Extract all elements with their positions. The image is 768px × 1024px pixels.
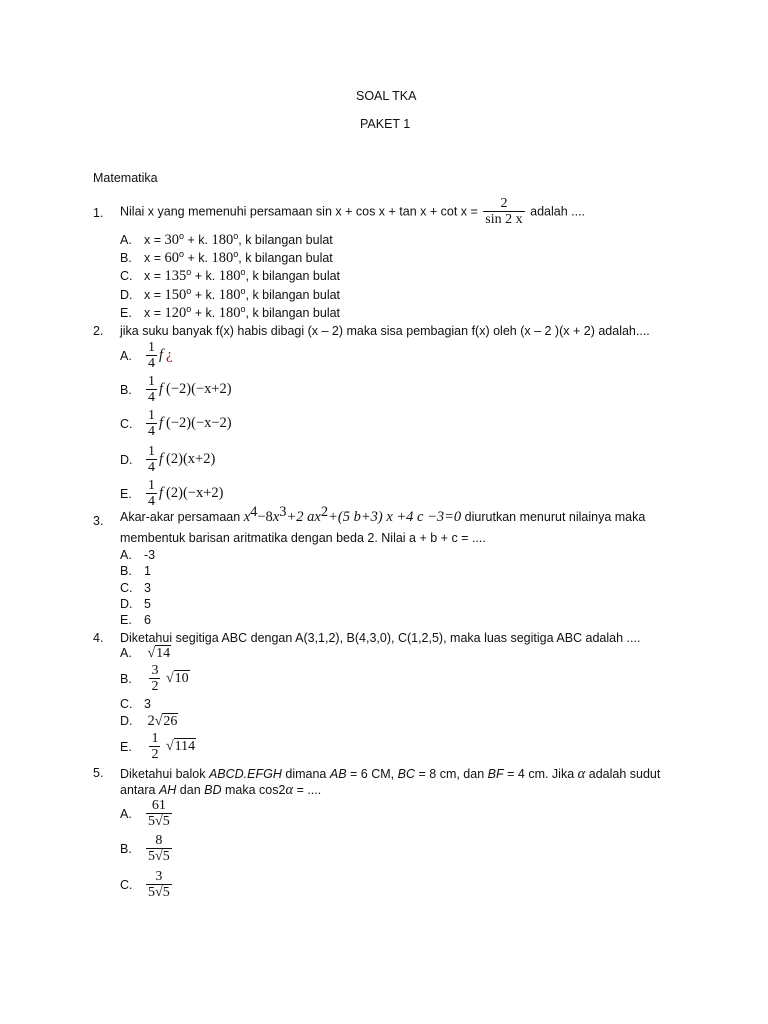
q2-option-d: D. $\frac{1}{4}$ f (2)(x+2): [120, 444, 216, 475]
question-2-text: jika suku banyak f(x) habis dibagi (x – 2) maka sisa pembagian f(x) oleh (x – 2 )(x + 2) adalah....: [120, 324, 650, 338]
q5-option-b: B. $\frac{8}{5√5}$: [120, 833, 170, 864]
question-2-number: 2.: [93, 324, 104, 338]
question-3-text: Akar-akar persamaan $x^4-8x^3+2$ $ax^2+(5$ b+3) x +4 c −3=0 diurutkan menurut nilainya maka: [120, 503, 646, 525]
q5-option-c: C. $\frac{3}{5√5}$: [120, 869, 170, 900]
question-4-text: Diketahui segitiga ABC dengan A(3,1,2), B(4,3,0), C(1,2,5), maka luas segitiga ABC adalah ....: [120, 631, 641, 645]
q2-option-b: B. $\frac{1}{4}$ f (−2)(−x+2): [120, 374, 232, 405]
q2-option-c: C. $\frac{1}{4}$ f (−2)(−x−2): [120, 408, 232, 439]
q1-option-d: D. x = 150$^o$ + k. 180$^o$, k bilangan bulat: [120, 285, 341, 303]
q5-option-a: A. $\frac{61}{5√5}$: [120, 798, 170, 829]
question-4-number: 4.: [93, 631, 104, 645]
section-title: Matematika: [93, 171, 158, 185]
q2-option-a: A. $\frac{1}{4}$ f ¿: [120, 340, 173, 371]
q1-option-e: E. x = 120$^o$ + k. 180$^o$, k bilangan bulat: [120, 303, 341, 321]
q3-option-b: B. 1: [120, 564, 151, 578]
question-3-text-line2: membentuk barisan aritmatika dengan beda 2. Nilai a + b + c = ....: [120, 531, 486, 545]
q2-option-e: E. $\frac{1}{4}$ f (2)(−x+2): [120, 478, 224, 509]
q1-option-a: A. x = 30$^o$ + k. 180$^o$, k bilangan bulat: [120, 230, 333, 248]
q4-option-e: E. $\frac{1}{2}$ √114: [120, 731, 196, 762]
question-5-text: Diketahui balok ABCD.EFGH dimana AB = 6 CM, BC = 8 cm, dan BF = 4 cm. Jika α adalah sudut: [120, 766, 661, 782]
question-5-number: 5.: [93, 766, 104, 780]
question-5-text-line2: antara AH dan BD maka cos2α = ....: [120, 782, 322, 798]
q1-option-c: C. x = 135$^o$ + k. 180$^o$, k bilangan bulat: [120, 266, 341, 284]
question-3-number: 3.: [93, 514, 104, 528]
question-1-number: 1.: [93, 206, 104, 220]
q3-option-e: E. 6: [120, 613, 151, 627]
q3-option-c: C. 3: [120, 581, 151, 595]
q4-option-c: C. 3: [120, 697, 151, 711]
doc-title: SOAL TKA: [356, 89, 417, 103]
q4-option-d: D. 2√26: [120, 713, 178, 729]
doc-subtitle: PAKET 1: [360, 117, 411, 131]
question-1-text: Nilai x yang memenuhi persamaan sin x + cos x + tan x + cot x = $\frac{2}{\sin 2 x}$ adalah ....: [120, 196, 586, 227]
q3-option-a: A. -3: [120, 548, 156, 562]
q3-option-d: D. 5: [120, 597, 151, 611]
q4-option-a: A. √14: [120, 646, 171, 661]
q1-option-b: B. x = 60$^o$ + k. 180$^o$, k bilangan bulat: [120, 248, 333, 266]
q4-option-b: B. $\frac{3}{2}$ √10: [120, 663, 189, 694]
q1-fraction: $\frac{2}{\sin 2 x}$: [485, 196, 523, 227]
